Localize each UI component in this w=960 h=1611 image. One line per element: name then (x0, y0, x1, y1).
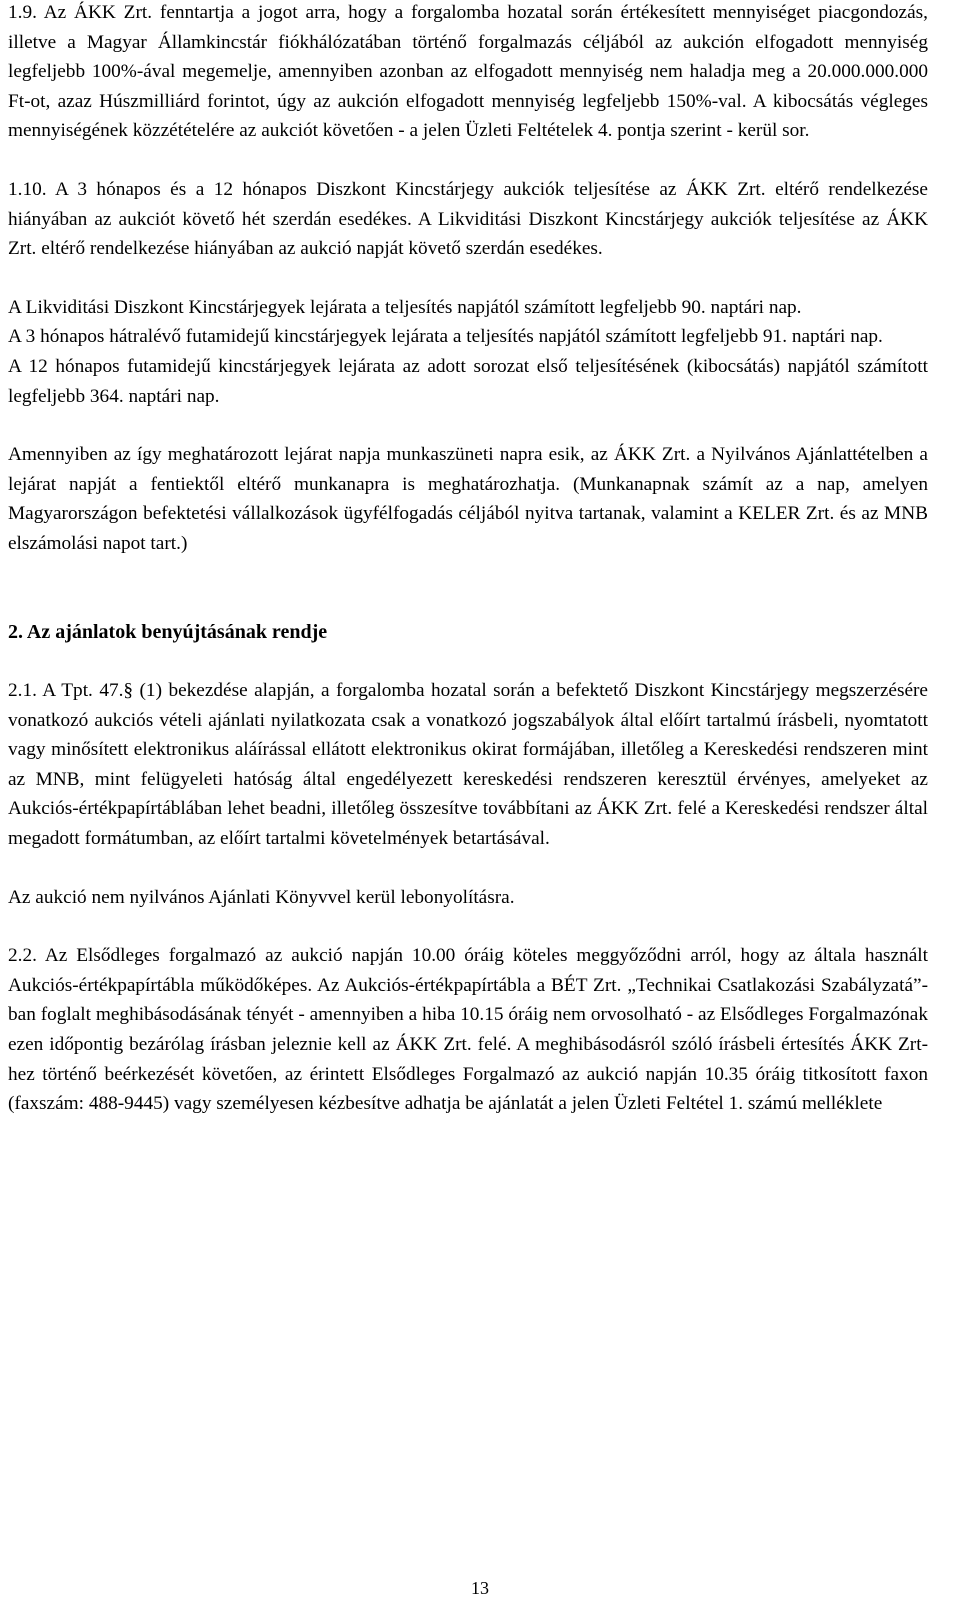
page-number: 13 (471, 1578, 489, 1598)
document-body (8, 0, 928, 1119)
paragraph-12-honapos-lejarat: A 12 hónapos futamidejű kincstárjegyek lejárata az adott sorozat első teljesítésének (kibocsátás) napjától számított legfeljebb 364. naptári nap. (8, 355, 928, 407)
paragraph-ajanlati-konyv: Az aukció nem nyilvános Ajánlati Könyvvel kerül lebonyolításra. (8, 886, 515, 908)
paragraph-likviditasi-lejarat: A Likviditási Diszkont Kincstárjegyek lejárata a teljesítés napjától számított legfeljebb 90. naptári nap. (8, 296, 802, 318)
paragraph-1-9: 1.9. Az ÁKK Zrt. fenntartja a jogot arra, hogy a forgalomba hozatal során értékesített mennyiséget piacgondozás, illetve a Magyar Államkincstár fiókhálózatában történő forgalmazás céljából az aukción elfogadott mennyiség legfeljebb 100%-ával megemelje, amennyiben azonban az elfogadott mennyiség nem haladja meg a 20.000.000.000 Ft-ot, azaz Húszmilliárd forintot, úgy az aukción elfogadott mennyiség legfeljebb 150%-val. A kibocsátás végleges mennyiségének közzétételére az aukciót követően - a jelen Üzleti Feltételek 4. pontja szerint - kerül sor. (8, 2, 928, 142)
paragraph-munkaszuneti-nap: Amennyiben az így meghatározott lejárat napja munkaszüneti napra esik, az ÁKK Zrt. a Nyilvános Ajánlattételben a lejárat napját a fentiektől eltérő munkanapra is meghatározhatja. (Munkanapnak számít az a nap, amelyen Magyarországon befektetési vállalkozások ügyfélfogadás céljából nyitva tartanak, valamint a KELER Zrt. és az MNB elszámolási napot tart.) (8, 444, 928, 554)
paragraph-3-honapos-lejarat: A 3 hónapos hátralévő futamidejű kincstárjegyek lejárata a teljesítés napjától számított legfeljebb 91. naptári nap. (8, 326, 883, 348)
paragraph-2-2: 2.2. Az Elsődleges forgalmazó az aukció napján 10.00 óráig köteles meggyőződni arról, hogy az általa használt Aukciós-értékpapírtábla működőképes. Az Aukciós-értékpapírtábla a BÉT Zrt. „Technikai Csatlakozási Szabályzatá”-ban foglalt meghibásodásának tényét - amennyiben a hiba 10.15 óráig nem orvosolható - az Elsődleges Forgalmazónak ezen időpontig bezárólag írásban jeleznie kell az ÁKK Zrt. felé. A meghibásodásról szóló írásbeli értesítés ÁKK Zrt-hez történő beérkezését követően, az érintett Elsődleges Forgalmazó az aukció napján 10.35 óráig titkosított faxon (faxszám: 488-9445) vagy személyesen kézbesítve adhatja be ajánlatát a jelen Üzleti Feltétel 1. számú melléklete (8, 945, 928, 1115)
paragraph-1-10: 1.10. A 3 hónapos és a 12 hónapos Diszkont Kincstárjegy aukciók teljesítése az ÁKK Zrt. eltérő rendelkezése hiányában az aukciót követő hét szerdán esedékes. A Likviditási Diszkont Kincstárjegy aukciók teljesítése az ÁKK Zrt. eltérő rendelkezése hiányában az aukció napját követő szerdán esedékes. (8, 178, 928, 260)
paragraph-2-1: 2.1. A Tpt. 47.§ (1) bekezdése alapján, a forgalomba hozatal során a befektető Diszkont Kincstárjegy megszerzésére vonatkozó aukciós vételi ajánlati nyilatkozata csak a vonatkozó jogszabályok által előírt tartalmú írásbeli, nyomtatott vagy minősített elektronikus aláírással ellátott elektronikus okirat formájában, illetőleg a Kereskedési rendszeren mint az MNB, mint felügyeleti hatóság által engedélyezett kereskedési rendszeren keresztül érvényes, amelyeket az Aukciós-értékpapírtáblában lehet beadni, illetőleg összesítve továbbítani az ÁKK Zrt. felé a Kereskedési rendszer által megadott formátumban, az előírt tartalmi követelmények betartásával. (8, 680, 928, 850)
section-heading: 2. Az ajánlatok benyújtásának rendje (8, 620, 328, 643)
